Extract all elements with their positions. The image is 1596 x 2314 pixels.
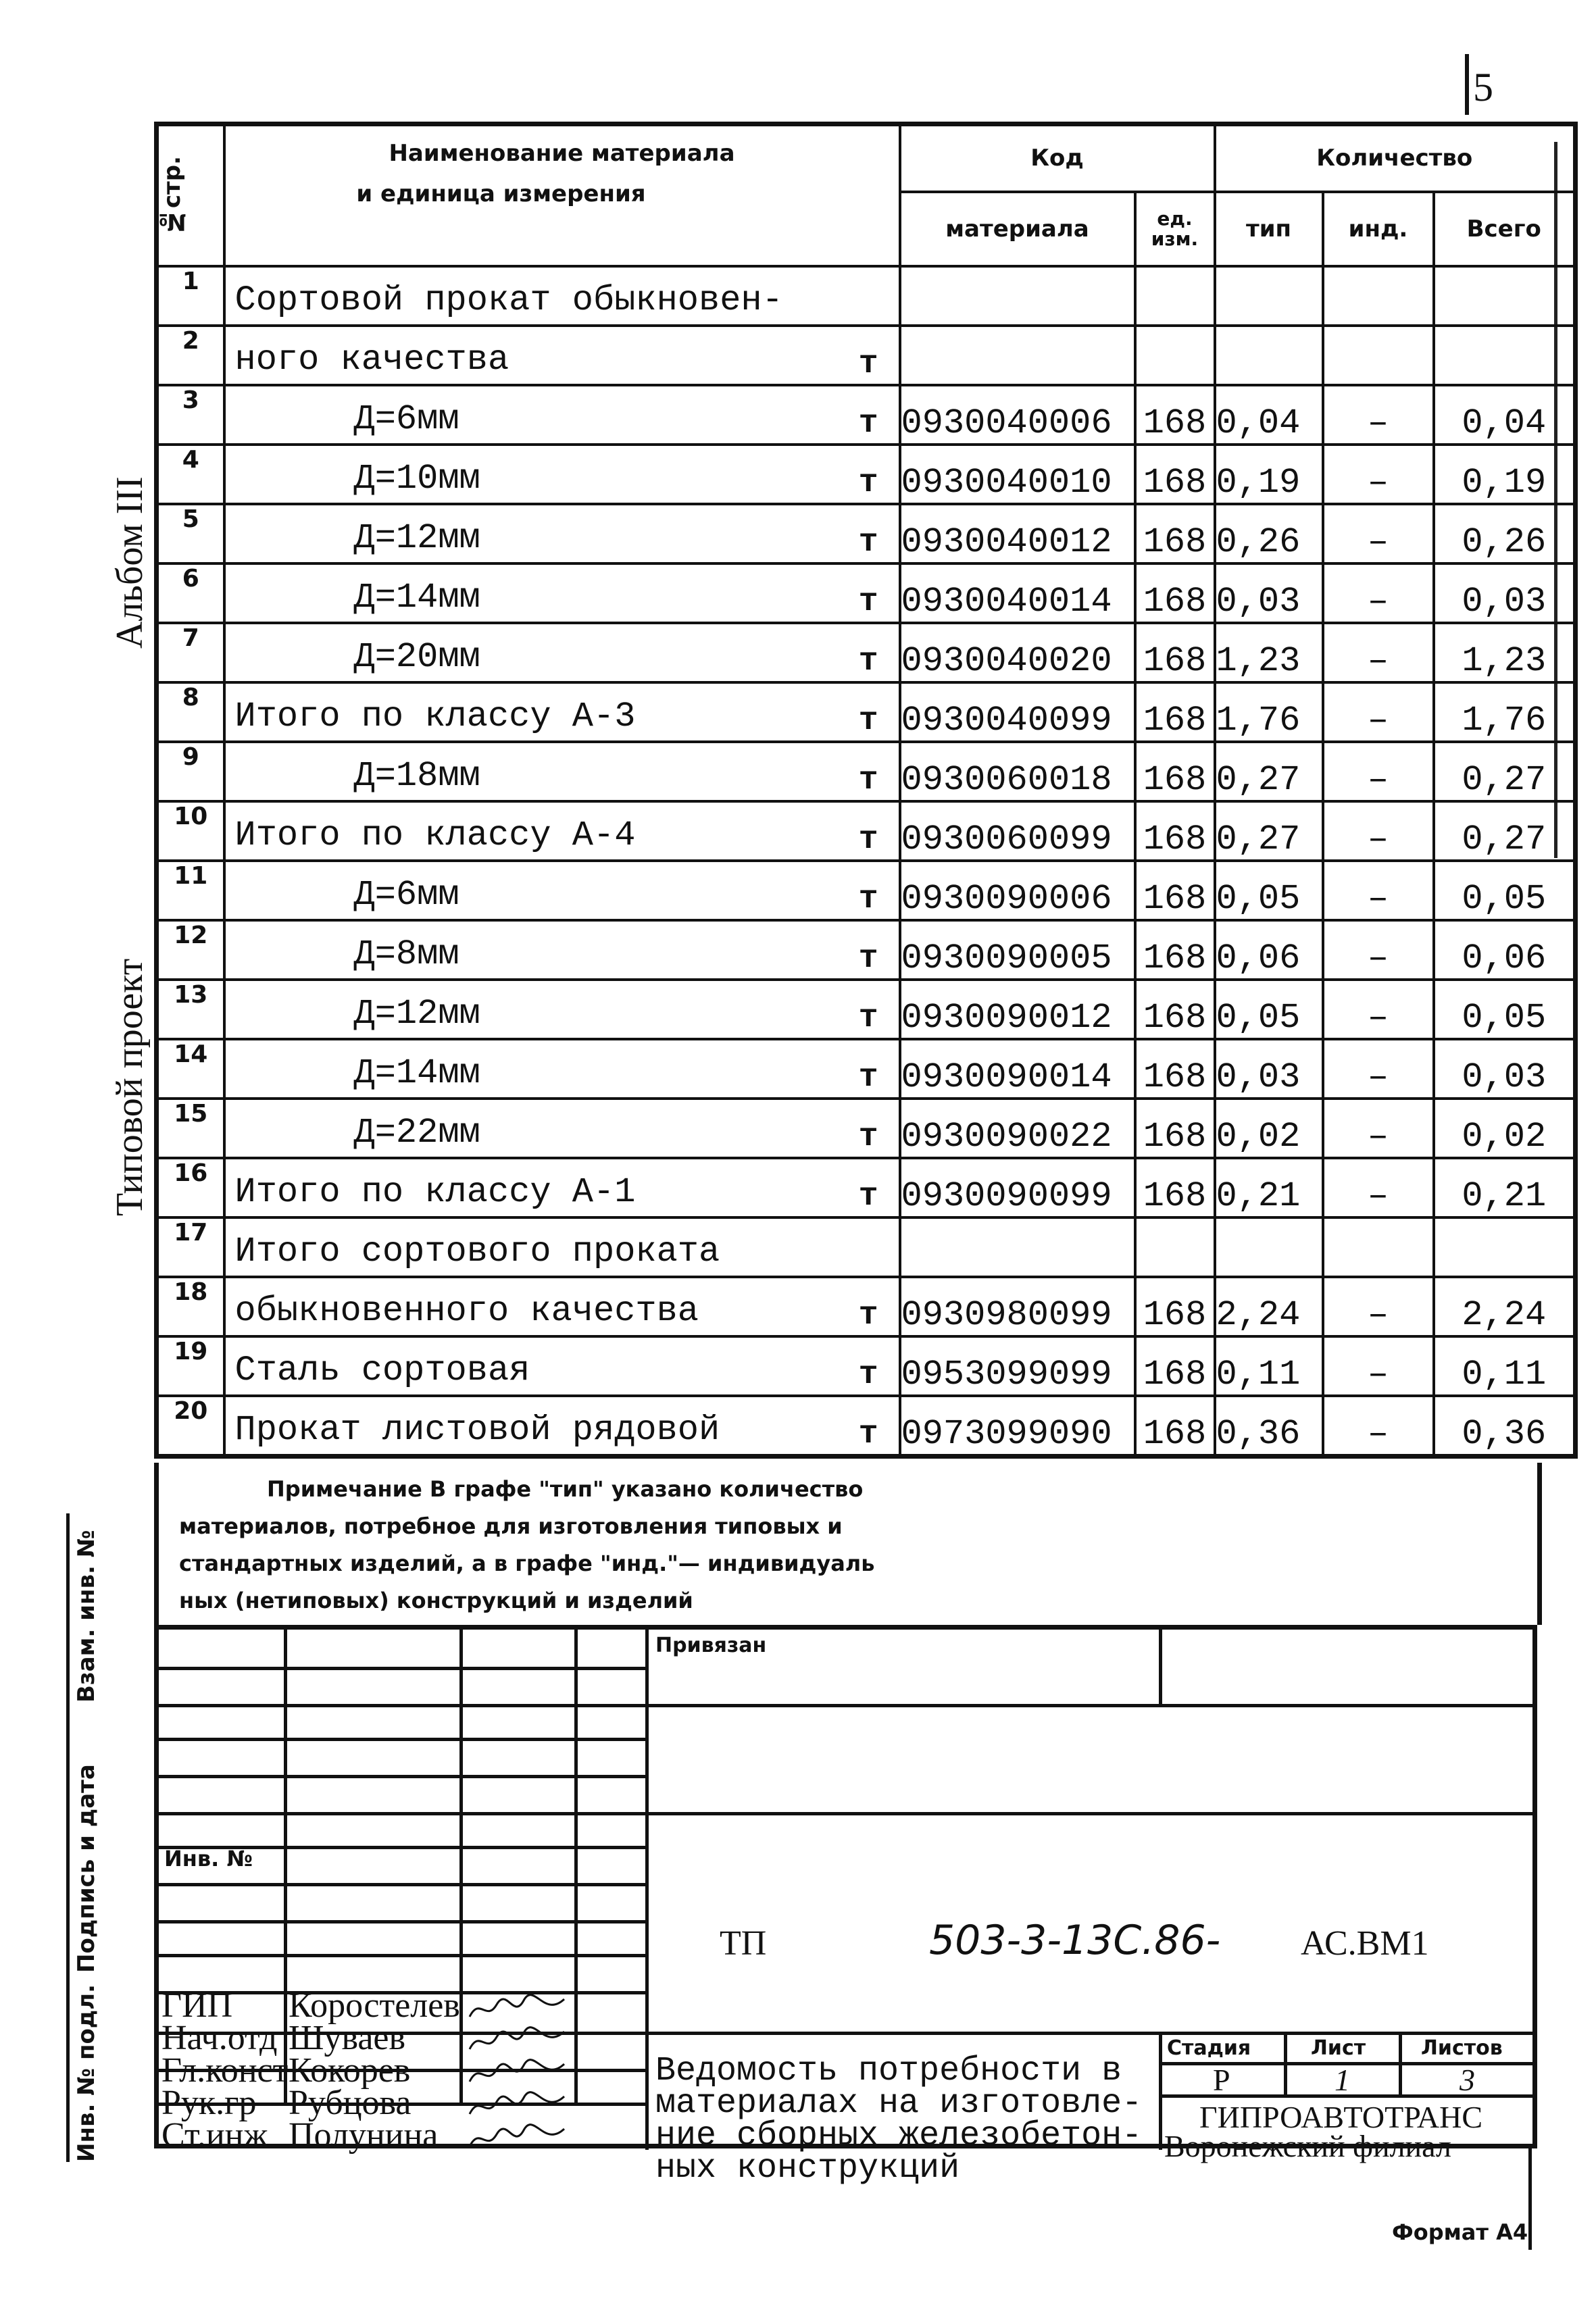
unit-code: 168 <box>1135 980 1215 1039</box>
row-number: 7 <box>157 623 224 682</box>
qty-tip <box>1215 326 1323 385</box>
material-name-text: Д=14мм <box>353 577 480 618</box>
sheets-label: Листов <box>1421 2036 1503 2060</box>
material-code: 0930060099 <box>900 801 1135 861</box>
unit-code <box>1135 326 1215 385</box>
material-name-text: Сортовой прокат обыкновен- <box>234 280 783 320</box>
material-name <box>224 326 900 385</box>
privyazan-label: Привязан <box>655 1634 767 1657</box>
qty-total: 0,36 <box>1434 1396 1576 1457</box>
signature-scribble <box>466 2090 568 2121</box>
material-unit: т <box>858 1059 878 1096</box>
header-nostr: №стр. <box>157 124 224 266</box>
qty-tip: 0,03 <box>1215 563 1323 623</box>
unit-code: 168 <box>1135 682 1215 742</box>
table-row <box>157 504 1576 563</box>
material-name <box>224 682 900 742</box>
qty-tip <box>1215 266 1323 326</box>
unit-code <box>1135 266 1215 326</box>
signature-scribble <box>466 2025 568 2056</box>
qty-total <box>1434 326 1576 385</box>
table-row <box>157 801 1576 861</box>
qty-ind: – <box>1323 1099 1434 1158</box>
qty-ind: – <box>1323 1277 1434 1336</box>
qty-ind: – <box>1323 801 1434 861</box>
material-code: 0930090014 <box>900 1039 1135 1099</box>
material-name-text: Д=10мм <box>353 458 480 499</box>
signature-scribble <box>466 2122 568 2153</box>
unit-code: 168 <box>1135 861 1215 920</box>
unit-code: 168 <box>1135 801 1215 861</box>
material-name-text: ного качества <box>234 339 509 380</box>
material-unit: т <box>858 345 878 382</box>
signer-role: Рук.гр <box>161 2084 257 2122</box>
qty-tip: 1,76 <box>1215 682 1323 742</box>
qty-tip: 0,05 <box>1215 861 1323 920</box>
unit-code: 168 <box>1135 1396 1215 1457</box>
table-row <box>157 1039 1576 1099</box>
row-number: 15 <box>157 1099 224 1158</box>
unit-code <box>1135 1217 1215 1277</box>
material-unit: т <box>858 405 878 442</box>
qty-total: 0,03 <box>1434 1039 1576 1099</box>
material-name-text: Д=18мм <box>353 755 480 796</box>
material-code: 0930040020 <box>900 623 1135 682</box>
table-row <box>157 920 1576 980</box>
qty-tip: 0,02 <box>1215 1099 1323 1158</box>
qty-ind: – <box>1323 980 1434 1039</box>
material-unit: т <box>858 1415 878 1453</box>
material-unit: т <box>858 702 878 739</box>
qty-tip: 0,26 <box>1215 504 1323 563</box>
qty-tip: 0,19 <box>1215 445 1323 504</box>
inv-no-label: Инв. № <box>164 1846 253 1871</box>
material-unit: т <box>858 464 878 501</box>
row-number: 17 <box>157 1217 224 1277</box>
qty-tip: 0,06 <box>1215 920 1323 980</box>
unit-code: 168 <box>1135 445 1215 504</box>
material-name <box>224 1336 900 1396</box>
qty-tip: 0,27 <box>1215 801 1323 861</box>
row-number: 11 <box>157 861 224 920</box>
table-row <box>157 1217 1576 1277</box>
header-qty-ind: инд. <box>1323 192 1434 266</box>
material-unit: т <box>858 1356 878 1393</box>
qty-ind: – <box>1323 1336 1434 1396</box>
qty-ind: – <box>1323 920 1434 980</box>
material-name <box>224 266 900 326</box>
material-unit: т <box>858 643 878 680</box>
material-code <box>900 326 1135 385</box>
qty-tip: 0,04 <box>1215 385 1323 445</box>
table-row <box>157 326 1576 385</box>
signature-scribble <box>466 2057 568 2088</box>
row-number: 14 <box>157 1039 224 1099</box>
material-code: 0953099099 <box>900 1336 1135 1396</box>
qty-ind: – <box>1323 623 1434 682</box>
sheet-mark-bar <box>1465 54 1469 115</box>
signer-name: Полунина <box>289 2116 439 2155</box>
qty-total: 0,05 <box>1434 980 1576 1039</box>
material-unit: т <box>858 583 878 620</box>
row-number: 13 <box>157 980 224 1039</box>
note-line-1: Примечание В графе "тип" указано количество <box>267 1476 864 1502</box>
unit-code: 168 <box>1135 742 1215 801</box>
material-name-text: Д=6мм <box>353 399 459 439</box>
qty-ind: – <box>1323 742 1434 801</box>
material-name-text: Итого по классу А-4 <box>234 815 636 855</box>
qty-total: 0,27 <box>1434 801 1576 861</box>
qty-tip: 0,21 <box>1215 1158 1323 1217</box>
material-name <box>224 1217 900 1277</box>
table-row <box>157 385 1576 445</box>
material-name <box>224 504 900 563</box>
row-number: 20 <box>157 1396 224 1457</box>
unit-code: 168 <box>1135 1099 1215 1158</box>
qty-total: 0,04 <box>1434 385 1576 445</box>
org-line-1: ГИПРОАВТОТРАНС <box>1199 2100 1483 2134</box>
table-row <box>157 1277 1576 1336</box>
qty-ind <box>1323 326 1434 385</box>
row-number: 3 <box>157 385 224 445</box>
signer-role: Гл.конст <box>161 2051 289 2090</box>
signer-name: Кокорев <box>289 2051 411 2090</box>
qty-total: 0,26 <box>1434 504 1576 563</box>
signer-name: Коростелев <box>289 1986 460 2025</box>
material-unit: т <box>858 524 878 561</box>
material-code: 0973099090 <box>900 1396 1135 1457</box>
qty-total: 1,23 <box>1434 623 1576 682</box>
material-name <box>224 1396 900 1457</box>
header-code-material: материала <box>900 192 1135 266</box>
material-name-text: Итого по классу А-3 <box>234 696 636 736</box>
qty-ind: – <box>1323 1158 1434 1217</box>
qty-ind: – <box>1323 445 1434 504</box>
row-number: 18 <box>157 1277 224 1336</box>
material-name <box>224 980 900 1039</box>
qty-ind: – <box>1323 385 1434 445</box>
material-code: 0930040006 <box>900 385 1135 445</box>
unit-code: 168 <box>1135 504 1215 563</box>
material-name <box>224 1039 900 1099</box>
row-number: 9 <box>157 742 224 801</box>
qty-total: 0,11 <box>1434 1336 1576 1396</box>
material-name-text: Д=8мм <box>353 934 459 974</box>
material-code <box>900 1217 1135 1277</box>
unit-code: 168 <box>1135 1039 1215 1099</box>
qty-tip: 1,23 <box>1215 623 1323 682</box>
table-row <box>157 266 1576 326</box>
qty-tip: 0,05 <box>1215 980 1323 1039</box>
row-number: 19 <box>157 1336 224 1396</box>
document-title: Ведомость потребности в материалах на изготовле- ние сборных железобетон- ных конструкций <box>655 2052 1143 2188</box>
material-name <box>224 623 900 682</box>
material-name <box>224 385 900 445</box>
row-number: 1 <box>157 266 224 326</box>
header-code: Код <box>900 124 1215 192</box>
unit-code: 168 <box>1135 1336 1215 1396</box>
qty-tip: 0,11 <box>1215 1336 1323 1396</box>
header-name: Наименование материала и единица измерения <box>224 124 900 266</box>
table-row <box>157 1099 1576 1158</box>
table-row <box>157 861 1576 920</box>
material-name <box>224 1099 900 1158</box>
material-code: 0930090022 <box>900 1099 1135 1158</box>
signer-name: Шуваев <box>289 2019 406 2057</box>
stage-label: Стадия <box>1167 2036 1251 2060</box>
material-name <box>224 920 900 980</box>
qty-total <box>1434 266 1576 326</box>
qty-tip: 2,24 <box>1215 1277 1323 1336</box>
material-name <box>224 1277 900 1336</box>
sheet-mark: 5 <box>1473 65 1493 109</box>
format-label: Формат А4 <box>1392 2219 1528 2245</box>
side-label-album: Альбом III <box>109 476 151 649</box>
material-name-text: Итого сортового проката <box>234 1231 720 1272</box>
qty-total: 0,21 <box>1434 1158 1576 1217</box>
material-code: 0930040014 <box>900 563 1135 623</box>
material-name-text: Итого по классу А-1 <box>234 1172 636 1212</box>
material-name-text: Д=6мм <box>353 874 459 915</box>
qty-tip: 0,03 <box>1215 1039 1323 1099</box>
qty-total: 0,02 <box>1434 1099 1576 1158</box>
unit-code: 168 <box>1135 1158 1215 1217</box>
table-row <box>157 1158 1576 1217</box>
signature-scribble <box>466 1992 568 2023</box>
side-label-vzam: Взам. инв. № <box>73 1530 100 1703</box>
material-name <box>224 742 900 801</box>
unit-code: 168 <box>1135 623 1215 682</box>
table-row <box>157 682 1576 742</box>
qty-total: 2,24 <box>1434 1277 1576 1336</box>
material-code: 0930040010 <box>900 445 1135 504</box>
material-code: 0930060018 <box>900 742 1135 801</box>
side-frame-line <box>66 1513 70 2162</box>
material-code: 0930090012 <box>900 980 1135 1039</box>
qty-total: 0,06 <box>1434 920 1576 980</box>
material-name-text: обыкновенного качества <box>234 1290 699 1331</box>
org-line-2: Воронежский филиал <box>1164 2129 1451 2163</box>
material-name-text: Д=12мм <box>353 993 480 1034</box>
sheet-value: 1 <box>1335 2063 1350 2097</box>
sheet-label: Лист <box>1311 2036 1366 2060</box>
material-code <box>900 266 1135 326</box>
material-code: 0930090099 <box>900 1158 1135 1217</box>
row-number: 6 <box>157 563 224 623</box>
qty-total: 0,19 <box>1434 445 1576 504</box>
material-unit: т <box>858 1297 878 1334</box>
side-label-podpis: Подпись и дата <box>73 1764 100 1973</box>
doc-code-suffix: АС.ВМ1 <box>1301 1924 1429 1963</box>
unit-code: 168 <box>1135 385 1215 445</box>
note-line-4: ных (нетиповых) конструкций и изделий <box>179 1588 693 1613</box>
header-qty: Количество <box>1215 124 1576 192</box>
material-name-text: Д=22мм <box>353 1112 480 1153</box>
qty-ind: – <box>1323 504 1434 563</box>
side-label-project: Типовой проект <box>109 958 151 1216</box>
table-row <box>157 445 1576 504</box>
qty-tip: 0,36 <box>1215 1396 1323 1457</box>
header-qty-tip: тип <box>1215 192 1323 266</box>
header-code-unit: ед. изм. <box>1135 192 1215 266</box>
qty-ind: – <box>1323 1039 1434 1099</box>
note-block <box>154 1463 1542 1625</box>
material-name-text: Сталь сортовая <box>234 1350 530 1390</box>
material-code: 0930090006 <box>900 861 1135 920</box>
material-code: 0930040012 <box>900 504 1135 563</box>
row-number: 8 <box>157 682 224 742</box>
row-number: 10 <box>157 801 224 861</box>
unit-code: 168 <box>1135 563 1215 623</box>
qty-ind: – <box>1323 861 1434 920</box>
material-unit: т <box>858 761 878 799</box>
material-name <box>224 801 900 861</box>
doc-code-prefix: ТП <box>720 1924 767 1963</box>
qty-ind <box>1323 266 1434 326</box>
row-number: 2 <box>157 326 224 385</box>
materials-table <box>154 122 1578 1459</box>
table-row <box>157 563 1576 623</box>
side-label-inv-podl: Инв. № подл. <box>73 1984 100 2162</box>
material-unit: т <box>858 999 878 1036</box>
signer-role: ГИП <box>161 1986 233 2025</box>
table-row <box>157 980 1576 1039</box>
qty-ind: – <box>1323 682 1434 742</box>
stage-value: Р <box>1213 2063 1230 2097</box>
row-number: 4 <box>157 445 224 504</box>
row-number: 16 <box>157 1158 224 1217</box>
table-row <box>157 1336 1576 1396</box>
material-name <box>224 861 900 920</box>
material-name <box>224 563 900 623</box>
sheets-value: 3 <box>1460 2063 1475 2097</box>
qty-total: 0,05 <box>1434 861 1576 920</box>
table-row <box>157 742 1576 801</box>
material-code: 0930980099 <box>900 1277 1135 1336</box>
material-name-text: Д=12мм <box>353 518 480 558</box>
material-unit: т <box>858 821 878 858</box>
qty-total: 0,27 <box>1434 742 1576 801</box>
material-name-text: Д=20мм <box>353 636 480 677</box>
material-name-text: Прокат листовой рядовой <box>234 1409 720 1450</box>
qty-ind <box>1323 1217 1434 1277</box>
material-name <box>224 445 900 504</box>
qty-ind: – <box>1323 1396 1434 1457</box>
material-name <box>224 1158 900 1217</box>
note-line-2: материалов, потребное для изготовления типовых и <box>179 1513 843 1539</box>
qty-tip: 0,27 <box>1215 742 1323 801</box>
row-number: 12 <box>157 920 224 980</box>
note-line-3: стандартных изделий, а в графе "инд."— индивидуаль <box>179 1551 875 1576</box>
material-unit: т <box>858 1178 878 1215</box>
unit-code: 168 <box>1135 920 1215 980</box>
material-unit: т <box>858 880 878 917</box>
unit-code: 168 <box>1135 1277 1215 1336</box>
signer-role: Ст.инж <box>161 2116 268 2155</box>
table-row <box>157 623 1576 682</box>
qty-total: 1,76 <box>1434 682 1576 742</box>
row-number: 5 <box>157 504 224 563</box>
material-name-text: Д=14мм <box>353 1053 480 1093</box>
signer-name: Рубцова <box>289 2084 412 2122</box>
material-code: 0930090005 <box>900 920 1135 980</box>
material-unit: т <box>858 1118 878 1155</box>
qty-total <box>1434 1217 1576 1277</box>
qty-tip <box>1215 1217 1323 1277</box>
header-qty-total: Всего <box>1434 192 1576 266</box>
right-frame-tail <box>1528 2148 1532 2250</box>
material-code: 0930040099 <box>900 682 1135 742</box>
doc-code: 503-3-13С.86- <box>929 1917 1221 1964</box>
qty-ind: – <box>1323 563 1434 623</box>
signer-role: Нач.отд <box>161 2019 278 2057</box>
table-row <box>157 1396 1576 1457</box>
material-unit: т <box>858 940 878 977</box>
qty-total: 0,03 <box>1434 563 1576 623</box>
title-block <box>154 1625 1537 2188</box>
